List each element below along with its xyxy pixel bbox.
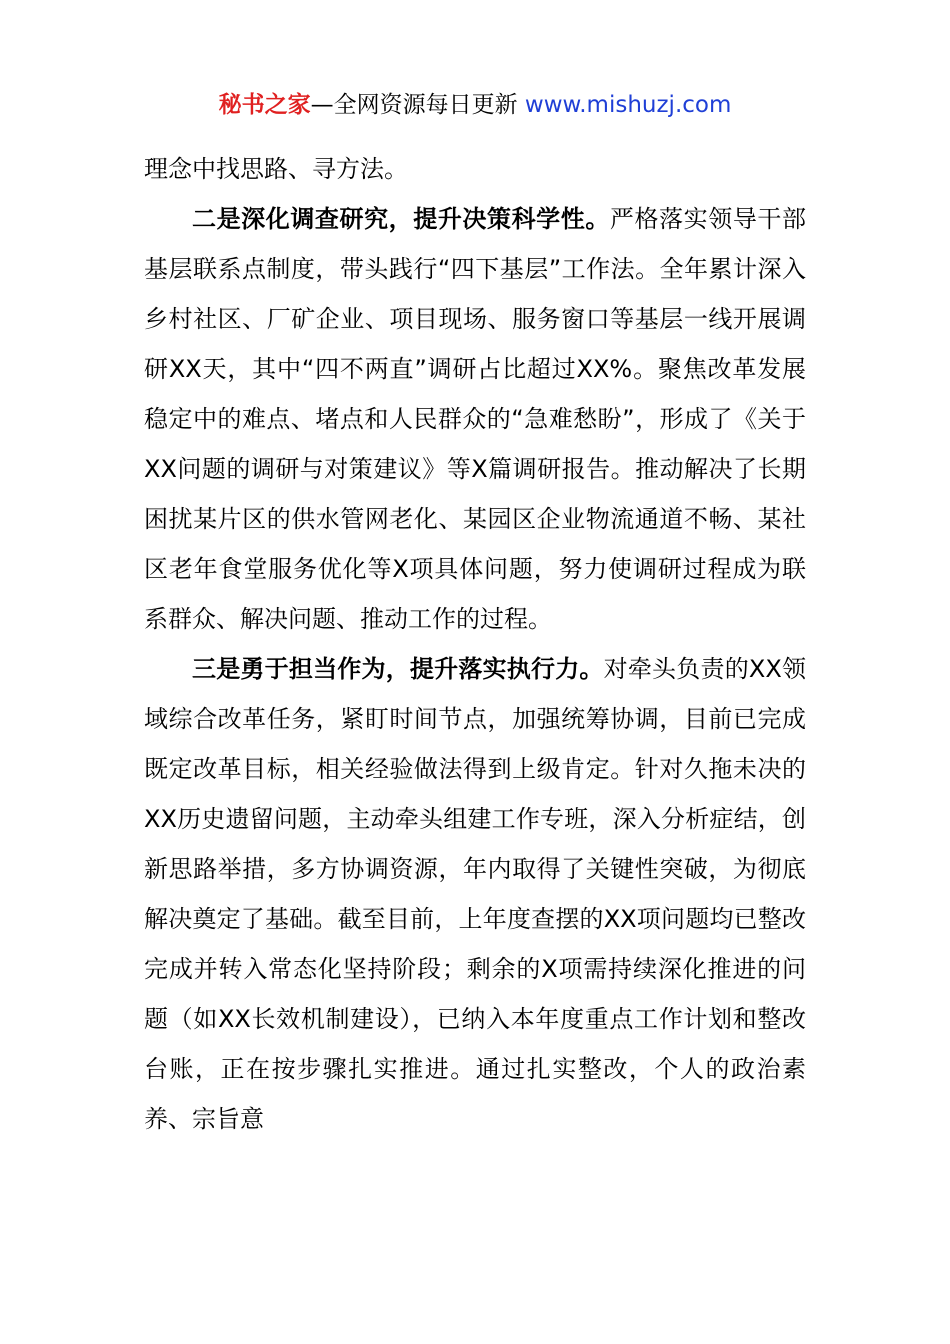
paragraph-heading: 三是勇于担当作为，提升落实执行力。 — [192, 655, 604, 683]
paragraph-text: 理念中找思路、寻方法。 — [144, 155, 408, 183]
paragraph-heading: 二是深化调查研究，提升决策科学性。 — [192, 205, 610, 233]
site-brand: 秘书之家 — [218, 92, 311, 118]
paragraph-execution — [144, 644, 806, 1144]
paragraph-continuation — [144, 144, 806, 194]
page-header — [0, 88, 950, 122]
document-body — [144, 144, 806, 1144]
paragraph-text: 对牵头负责的XX领域综合改革任务，紧盯时间节点，加强统筹协调，目前已完成既定改革目标，相关经验做法得到上级肯定。针对久拖未决的XX历史遗留问题，主动牵头组建工作专班，深入分析症结，创新思路举措，多方协调资源，年内取得了关键性突破，为彻底解决奠定了基础。截至目前，上年度查摆的XX项问题均已整改完成并转入常态化坚持阶段；剩余的X项需持续深化推进的问题（如XX长效机制建设），已纳入本年度重点工作计划和整改台账，正在按步骤扎实推进。通过扎实整改，个人的政治素养、宗旨意 — [144, 655, 806, 1133]
paragraph-text: 严格落实领导干部基层联系点制度，带头践行“四下基层”工作法。全年累计深入乡村社区、厂矿企业、项目现场、服务窗口等基层一线开展调研XX天，其中“四不两直”调研占比超过XX%。聚焦改革发展稳定中的难点、堵点和人民群众的“急难愁盼”，形成了《关于XX问题的调研与对策建议》等X篇调研报告。推动解决了长期困扰某片区的供水管网老化、某园区企业物流通道不畅、某社区老年食堂服务优化等X项具体问题，努力使调研过程成为联系群众、解决问题、推动工作的过程。 — [144, 205, 807, 633]
paragraph-research — [144, 194, 806, 644]
site-url[interactable]: www.mishuzj.com — [524, 92, 732, 118]
site-tagline: —全网资源每日更新 — [310, 92, 525, 118]
